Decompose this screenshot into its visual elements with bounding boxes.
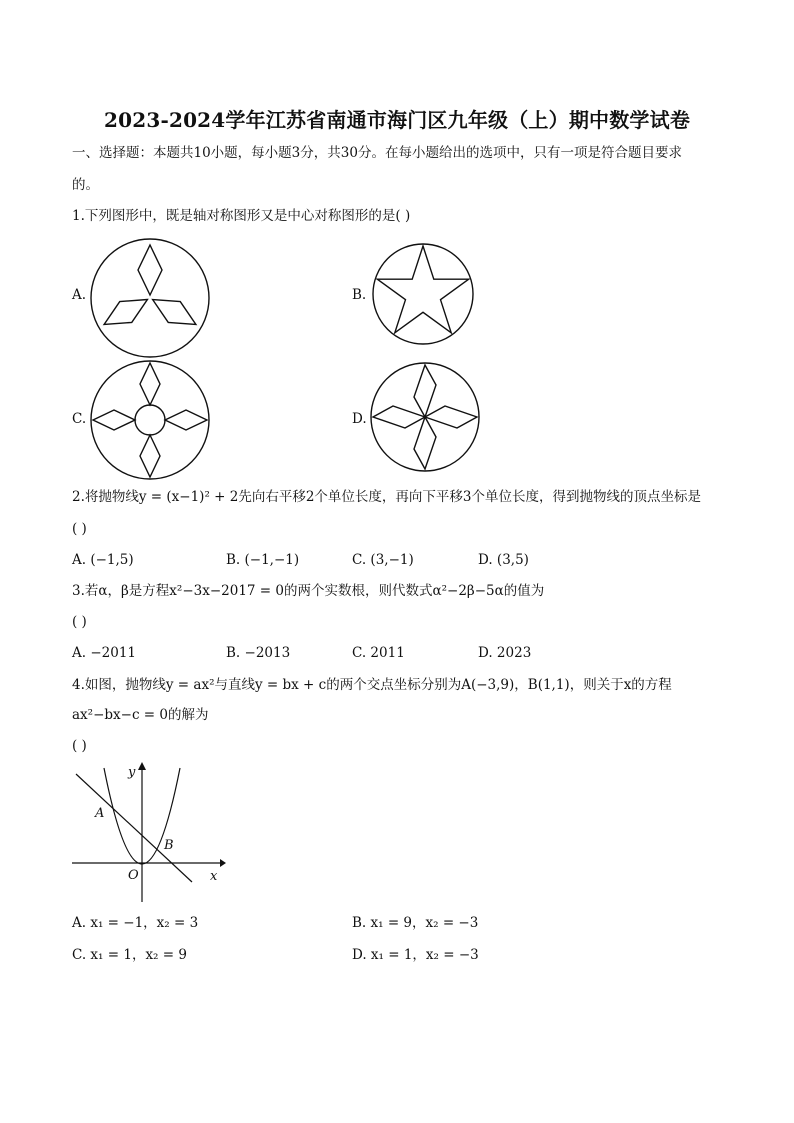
point-b-label: B — [164, 838, 174, 853]
q2-option-c: C. (3,−1) — [352, 552, 414, 568]
q4-graph — [70, 760, 226, 906]
q1-option-b-label: B. — [352, 287, 367, 303]
section-instructions-line2: 的。 — [72, 177, 99, 193]
q1-figure-a-mitsubishi — [90, 238, 210, 358]
q1-option-d-label: D. — [352, 411, 367, 427]
q2-option-d: D. (3,5) — [478, 552, 529, 568]
section-instructions-line1: 一、选择题：本题共10小题，每小题3分，共30分。在每小题给出的选项中，只有一项是符合题目要求 — [72, 145, 682, 161]
q1-figure-d-pinwheel — [370, 362, 480, 472]
q1-stem: 1.下列图形中，既是轴对称图形又是中心对称图形的是( ) — [72, 208, 411, 224]
q3-option-d: D. 2023 — [478, 645, 532, 661]
q4-stem-line1: 4.如图，抛物线y = ax²与直线y = bx + c的两个交点坐标分别为A(−3,9)，B(1,1)，则关于x的方程 — [72, 677, 672, 693]
x-axis-label: x — [210, 869, 218, 884]
q4-option-b: B. x₁ = 9，x₂ = −3 — [352, 915, 479, 931]
q3-stem: 3.若α，β是方程x²−3x−2017 = 0的两个实数根，则代数式α²−2β−5α的值为 — [72, 583, 545, 599]
x-axis-arrow — [220, 859, 226, 867]
q1-option-c-label: C. — [72, 411, 87, 427]
q2-option-b: B. (−1,−1) — [226, 552, 300, 568]
q2-stem: 2.将抛物线y = (x−1)² + 2先向右平移2个单位长度，再向下平移3个单位长度，得到抛物线的顶点坐标是 — [72, 489, 702, 505]
point-a-label: A — [95, 806, 105, 821]
q4-stem-line2: ax²−bx−c = 0的解为 — [72, 707, 209, 723]
q4-option-a: A. x₁ = −1，x₂ = 3 — [72, 915, 199, 931]
q1-figure-b-star — [372, 243, 474, 345]
q2-answer-paren: ( ) — [72, 521, 87, 537]
y-axis-arrow — [138, 762, 146, 770]
q2-option-a: A. (−1,5) — [72, 552, 134, 568]
q4-option-c: C. x₁ = 1，x₂ = 9 — [72, 947, 187, 963]
q1-figure-c-four-rhombi — [90, 360, 210, 480]
straight-line — [76, 774, 192, 882]
q3-option-b: B. −2013 — [226, 645, 291, 661]
q3-answer-paren: ( ) — [72, 614, 87, 630]
page-title: 2023-2024学年江苏省南通市海门区九年级（上）期中数学试卷 — [103, 108, 691, 132]
origin-label: O — [128, 868, 139, 883]
q3-option-a: A. −2011 — [72, 645, 136, 661]
y-axis-label: y — [128, 765, 136, 780]
q4-option-d: D. x₁ = 1，x₂ = −3 — [352, 947, 479, 963]
q3-option-c: C. 2011 — [352, 645, 405, 661]
q4-answer-paren: ( ) — [72, 738, 87, 754]
q1-option-a-label: A. — [72, 287, 87, 303]
